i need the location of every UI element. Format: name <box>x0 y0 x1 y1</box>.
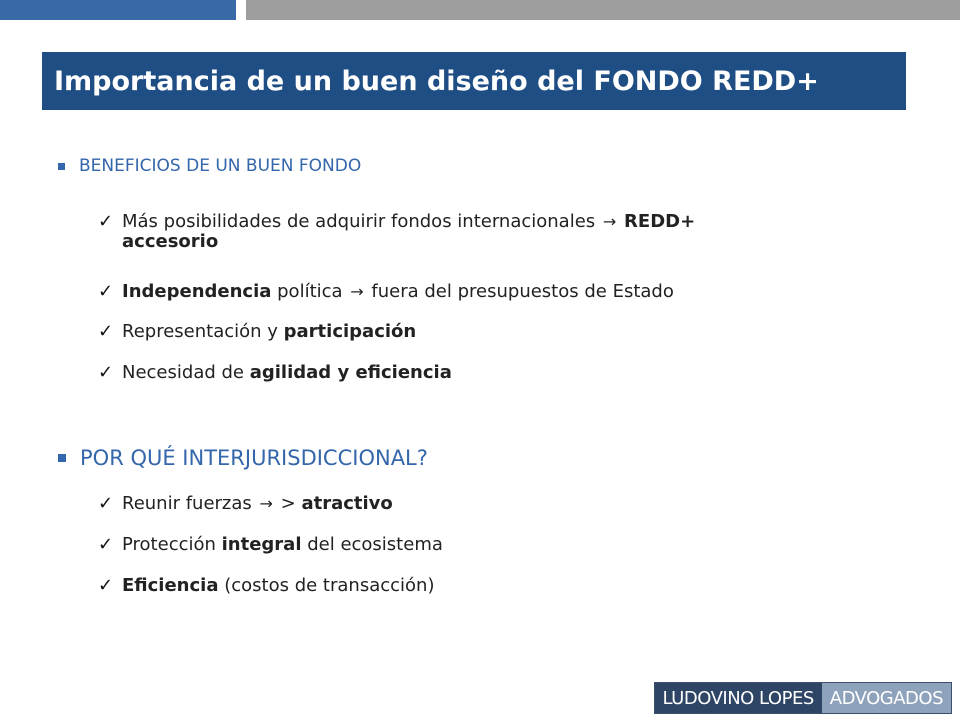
list-item <box>98 322 416 342</box>
logo-text-secondary: ADVOGADOS <box>822 683 951 713</box>
square-bullet-icon <box>58 163 65 170</box>
item-text: política <box>271 281 349 302</box>
list-item <box>98 212 695 252</box>
check-icon: ✓ <box>98 493 114 514</box>
top-accent-bar-right <box>246 0 960 20</box>
check-icon: ✓ <box>98 362 114 383</box>
section-heading-benefits <box>58 156 361 176</box>
item-bold-text: Eficiencia <box>122 575 219 596</box>
company-logo <box>654 682 952 714</box>
item-text: > <box>274 493 302 514</box>
logo-text-primary: LUDOVINO LOPES <box>655 683 822 713</box>
check-icon: ✓ <box>98 575 114 596</box>
check-icon: ✓ <box>98 534 114 555</box>
item-text: del ecosistema <box>301 534 443 555</box>
top-accent-bar-left <box>0 0 236 20</box>
list-item <box>98 535 443 555</box>
item-text: (costos de transacción) <box>218 575 435 596</box>
slide-title: Importancia de un buen diseño del FONDO REDD+ <box>54 65 819 97</box>
item-bold-text: integral <box>221 534 302 555</box>
list-item <box>98 282 674 302</box>
item-text: Más posibilidades de adquirir fondos internacionales <box>122 211 601 232</box>
item-bold-text: accesorio <box>122 231 219 252</box>
list-item <box>98 494 393 514</box>
section-heading-text: POR QUÉ INTERJURISDICCIONAL? <box>80 446 428 470</box>
arrow-right-icon: → <box>259 494 273 513</box>
list-item <box>98 363 452 383</box>
square-bullet-icon <box>58 454 66 462</box>
check-icon: ✓ <box>98 281 114 302</box>
item-bold-text: atractivo <box>301 493 393 514</box>
section-heading-text: BENEFICIOS DE UN BUEN FONDO <box>79 156 362 176</box>
section-heading-interjurisdictional <box>58 446 428 470</box>
list-item <box>98 576 434 596</box>
item-text: Representación y <box>122 321 284 342</box>
item-bold-text: participación <box>283 321 417 342</box>
item-text: Protección <box>122 534 222 555</box>
item-bold-text: Independencia <box>122 281 272 302</box>
item-text: Necesidad de <box>122 362 250 383</box>
arrow-right-icon: → <box>602 212 617 231</box>
title-bar <box>42 52 906 110</box>
check-icon: ✓ <box>98 211 114 232</box>
item-text: fuera del presupuestos de Estado <box>365 281 674 302</box>
item-bold-text: REDD+ <box>624 211 696 232</box>
item-text: Reunir fuerzas <box>122 493 258 514</box>
item-bold-text: agilidad y eficiencia <box>249 362 452 383</box>
check-icon: ✓ <box>98 321 114 342</box>
arrow-right-icon: → <box>350 282 364 301</box>
